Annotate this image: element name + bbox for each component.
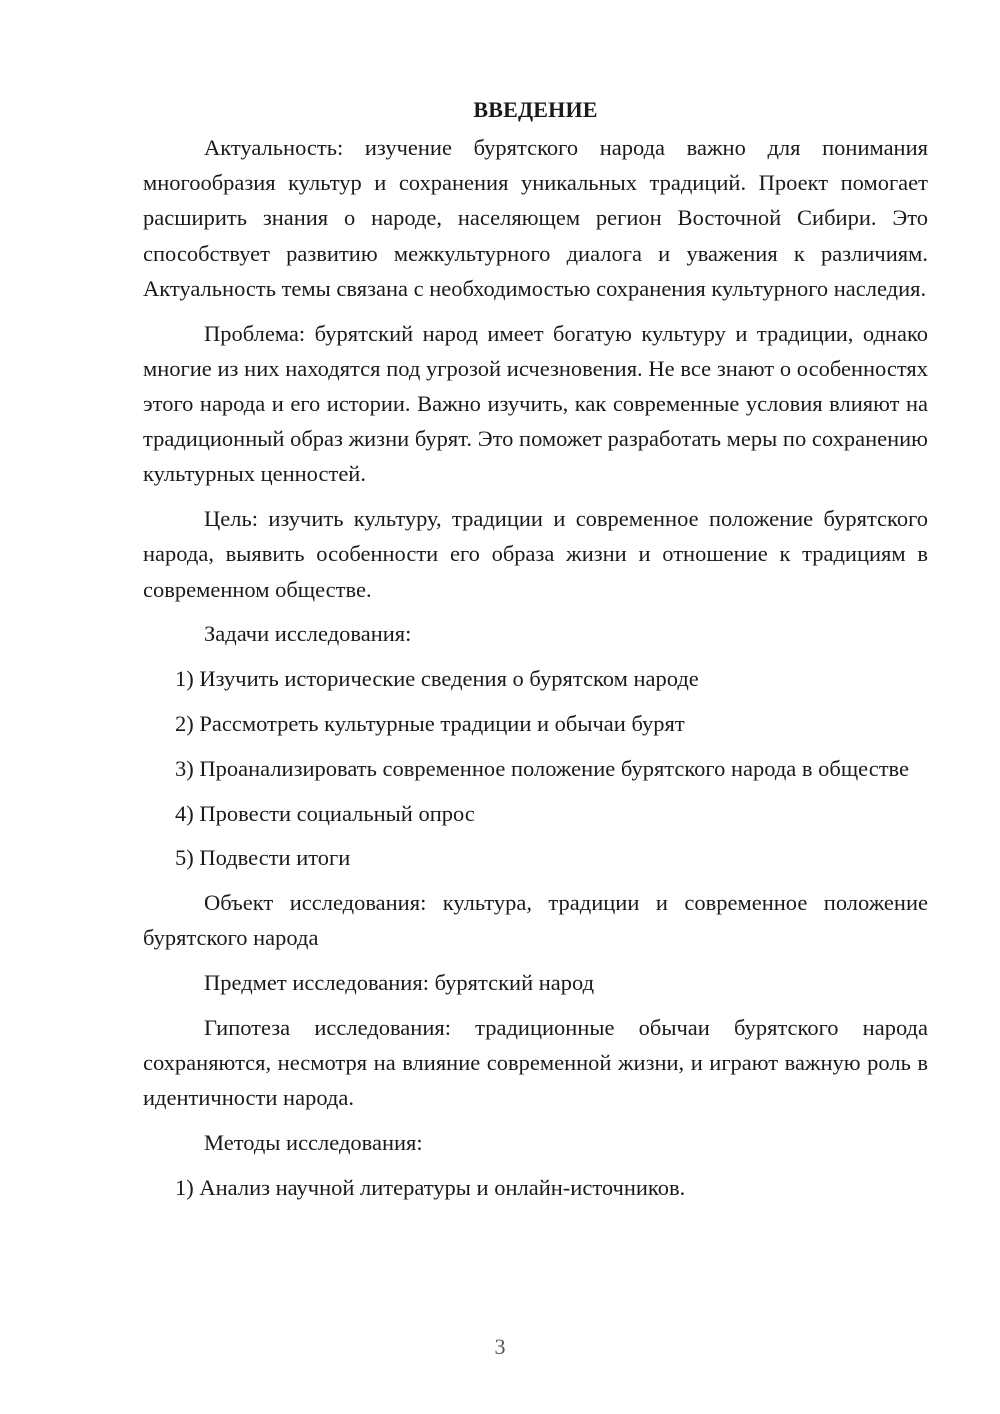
goal-paragraph: Цель: изучить культуру, традиции и современное положение бурятского народа, выявить особенности его образа жизни и отношение к традициям в современном обществе.	[143, 506, 928, 602]
page-number: 3	[494, 1334, 506, 1359]
section-heading: ВВЕДЕНИЕ	[473, 97, 598, 122]
task-item-5: 5) Подвести итоги	[175, 845, 351, 871]
task-item-4: 4) Провести социальный опрос	[175, 800, 475, 826]
methods-heading: Методы исследования:	[204, 1130, 423, 1156]
tasks-heading: Задачи исследования:	[204, 621, 412, 647]
task-item-2: 2) Рассмотреть культурные традиции и обычаи бурят	[175, 711, 685, 737]
task-item-3: 3) Проанализировать современное положение бурятского народа в обществе	[175, 755, 910, 781]
method-item-1: 1) Анализ научной литературы и онлайн-источников.	[175, 1175, 686, 1200]
problem-paragraph: Проблема: бурятский народ имеет богатую культуру и традиции, однако многие из них находятся под угрозой исчезновения. Не все знают о особенностях этого народа и его истории. Важно изучить, как современные условия влияют на традиционный образ жизни бурят. Это поможет разработать меры по сохранению культурных ценностей.	[143, 320, 928, 487]
document-page	[143, 92, 928, 1215]
relevance-paragraph: Актуальность: изучение бурятского народа важно для понимания многообразия культур и сохранения уникальных традиций. Проект помогает расширить знания о народе, населяющем регион Восточной Сибири. Это способствует развитию межкультурного диалога и уважения к различиям. Актуальность темы связана с необходимостью сохранения культурного наследия.	[143, 135, 928, 301]
research-subject-paragraph: Предмет исследования: бурятский народ	[204, 970, 595, 996]
research-object-paragraph: Объект исследования: культура, традиции и современное положение бурятского народа	[143, 890, 928, 951]
task-item-1: 1) Изучить исторические сведения о бурятском народе	[175, 666, 699, 692]
hypothesis-paragraph: Гипотеза исследования: традиционные обычаи бурятского народа сохраняются, несмотря на влияние современной жизни, и играют важную роль в идентичности народа.	[143, 1015, 928, 1111]
